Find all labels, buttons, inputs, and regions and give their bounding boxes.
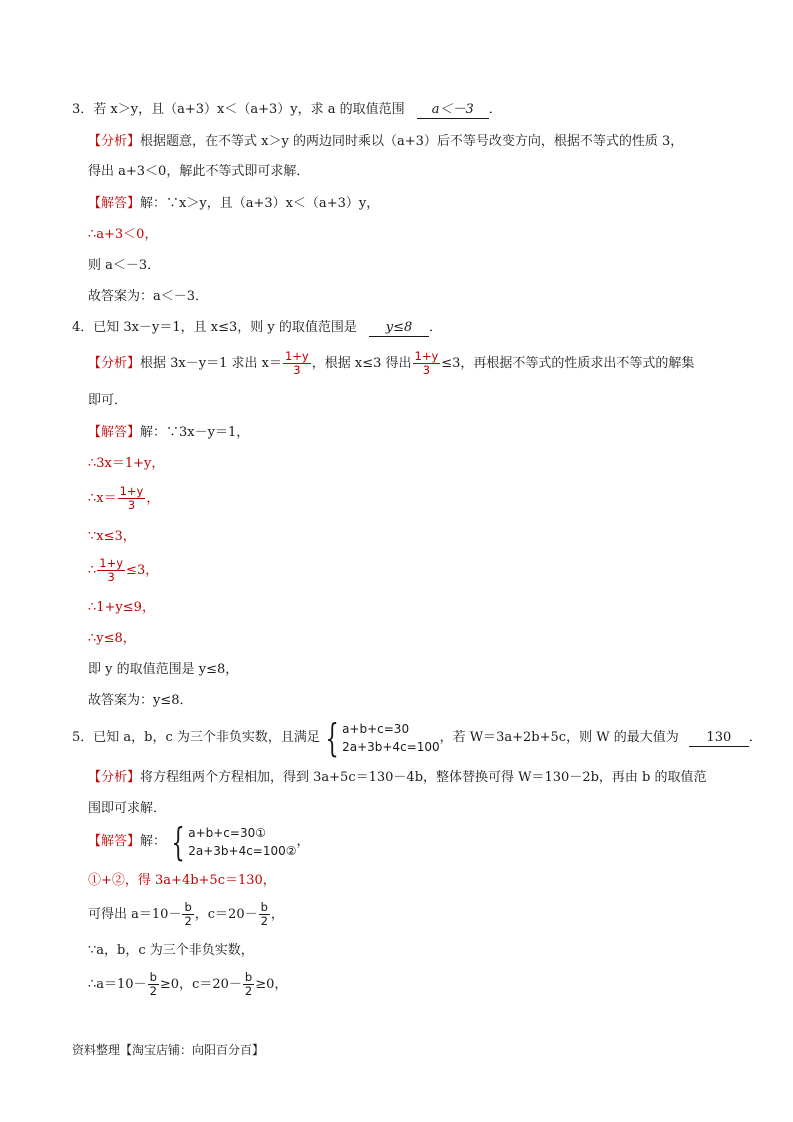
q5-step1: ①+②，得 3a+4b+5c＝130， xyxy=(88,873,276,888)
q5-step2: 可得出 a＝10－ $\frac{b}{2}$ ，c＝20－ $\frac{b}{2}$ ， xyxy=(88,900,284,928)
q4-step2: ∴x＝ $\frac{1+y}{3}$ ， xyxy=(88,484,160,512)
q4-step3: ∵x≤3， xyxy=(88,529,136,544)
q5-analysis-line2: 围即可求解． xyxy=(88,801,167,816)
q3-solution-lead: 【解答】解：∵x＞y，且（a+3）x＜（a+3）y， xyxy=(88,196,380,211)
q4-analysis-line2: 即可． xyxy=(88,393,128,408)
q5-step4: ∴a＝10－ $\frac{b}{2}$ ≥0，c＝20－ $\frac{b}{2}$ ≥0， xyxy=(88,970,288,998)
equation-system: { a+b+c=30 2a+3b+4c=100 xyxy=(325,715,440,760)
q3-analysis-line1: 【分析】根据题意，在不等式 x＞y 的两边同时乘以（a+3）后不等号改变方向，根据不等式的性质 3， xyxy=(88,134,684,149)
q4-answer-blank: y≤8 xyxy=(369,320,429,337)
q3-stem: 3．若 x＞y，且（a+3）x＜（a+3）y，求 a 的取值范围 a＜－3 ． xyxy=(72,102,502,117)
q4-final: 故答案为：y≤8． xyxy=(88,693,193,708)
fraction: $\frac{1+y}{3}$ xyxy=(414,349,439,377)
q3-analysis-line2: 得出 a+3＜0，解此不等式即可求解． xyxy=(88,164,310,179)
q4-solution-lead: 【解答】解：∵3x－y＝1， xyxy=(88,425,250,440)
q5-analysis-line1: 【分析】将方程组两个方程相加，得到 3a+5c＝130－4b，整体替换可得 W＝130－2b，再由 b 的取值范 xyxy=(88,770,707,785)
q3-answer-blank: a＜－3 xyxy=(417,102,489,119)
q3-final: 故答案为：a＜－3． xyxy=(88,289,209,304)
q4-step1: ∴3x＝1+y， xyxy=(88,456,165,471)
q4-step4: ∴ $\frac{1+y}{3}$ ≤3， xyxy=(88,556,159,584)
q5-stem: 5．已知 a，b，c 为三个非负实数，且满足 { a+b+c=30 2a+3b+4c=100 ，若 W＝3a+2b+5c，则 W 的最大值为 130 ． xyxy=(72,715,762,760)
q3-step1: ∴a+3＜0， xyxy=(88,227,158,242)
q4-step7: 即 y 的取值范围是 y≤8， xyxy=(88,662,239,677)
q4-step6: ∴y≤8， xyxy=(88,631,136,646)
q4-step5: ∴1+y≤9， xyxy=(88,600,155,615)
q4-stem: 4．已知 3x－y＝1，且 x≤3，则 y 的取值范围是 y≤8 ． xyxy=(72,320,443,335)
fraction: $\frac{b}{2}$ xyxy=(260,900,268,928)
fraction: $\frac{1+y}{3}$ xyxy=(284,349,309,377)
equation-system: { a+b+c=30① 2a+3b+4c=100② xyxy=(171,819,297,864)
fraction: $\frac{1+y}{3}$ xyxy=(119,484,144,512)
q3-step2: 则 a＜－3． xyxy=(88,258,161,273)
q5-solution-lead: 【解答】解： { a+b+c=30① 2a+3b+4c=100② ， xyxy=(88,819,310,864)
fraction: $\frac{b}{2}$ xyxy=(149,970,157,998)
q5-step3: ∵a，b，c 为三个非负实数， xyxy=(88,943,254,958)
page-footer: 资料整理【淘宝店铺：向阳百分百】 xyxy=(72,1043,265,1057)
q4-analysis-line1: 【分析】根据 3x－y＝1 求出 x＝ $\frac{1+y}{3}$ ，根据 x≤3 得出 $\frac{1+y}{3}$ ≤3，再根据不等式的性质求出不等式的解集 xyxy=(88,349,695,377)
fraction: $\frac{b}{2}$ xyxy=(244,970,253,998)
fraction: $\frac{1+y}{3}$ xyxy=(99,556,124,584)
fraction: $\frac{b}{2}$ xyxy=(184,900,192,928)
q5-answer-blank: 130 xyxy=(689,730,749,747)
